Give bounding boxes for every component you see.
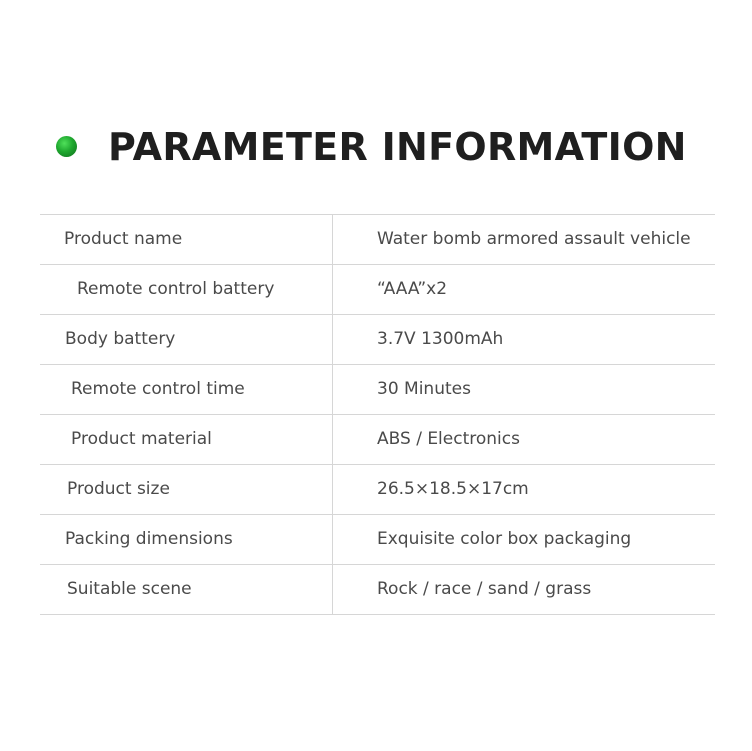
parameter-label: Suitable scene xyxy=(67,579,192,599)
table-row xyxy=(40,565,715,615)
parameter-value: 26.5×18.5×17cm xyxy=(377,479,529,499)
parameter-label: Product size xyxy=(67,479,170,499)
parameter-label: Packing dimensions xyxy=(65,529,233,549)
green-dot-icon xyxy=(56,136,77,157)
section-header xyxy=(0,118,752,178)
parameter-value: 3.7V 1300mAh xyxy=(377,329,504,349)
parameter-value: Exquisite color box packaging xyxy=(377,529,632,549)
table-row xyxy=(40,215,715,265)
parameter-value: ABS / Electronics xyxy=(377,429,520,449)
parameter-label: Remote control battery xyxy=(77,279,275,299)
parameter-label: Product name xyxy=(64,229,183,249)
table-row xyxy=(40,415,715,465)
parameter-value: 30 Minutes xyxy=(377,379,471,399)
parameter-value: “AAA”x2 xyxy=(377,279,448,299)
table-row xyxy=(40,515,715,565)
parameter-value: Rock / race / sand / grass xyxy=(377,579,592,599)
table-row xyxy=(40,465,715,515)
parameter-label: Body battery xyxy=(65,329,176,349)
parameter-label: Remote control time xyxy=(71,379,245,399)
table-row xyxy=(40,265,715,315)
parameter-table xyxy=(40,214,715,615)
table-row xyxy=(40,365,715,415)
table-row xyxy=(40,315,715,365)
parameter-label: Product material xyxy=(71,429,212,449)
parameter-value: Water bomb armored assault vehicle xyxy=(377,229,691,249)
page-title: PARAMETER INFORMATION xyxy=(108,125,687,169)
